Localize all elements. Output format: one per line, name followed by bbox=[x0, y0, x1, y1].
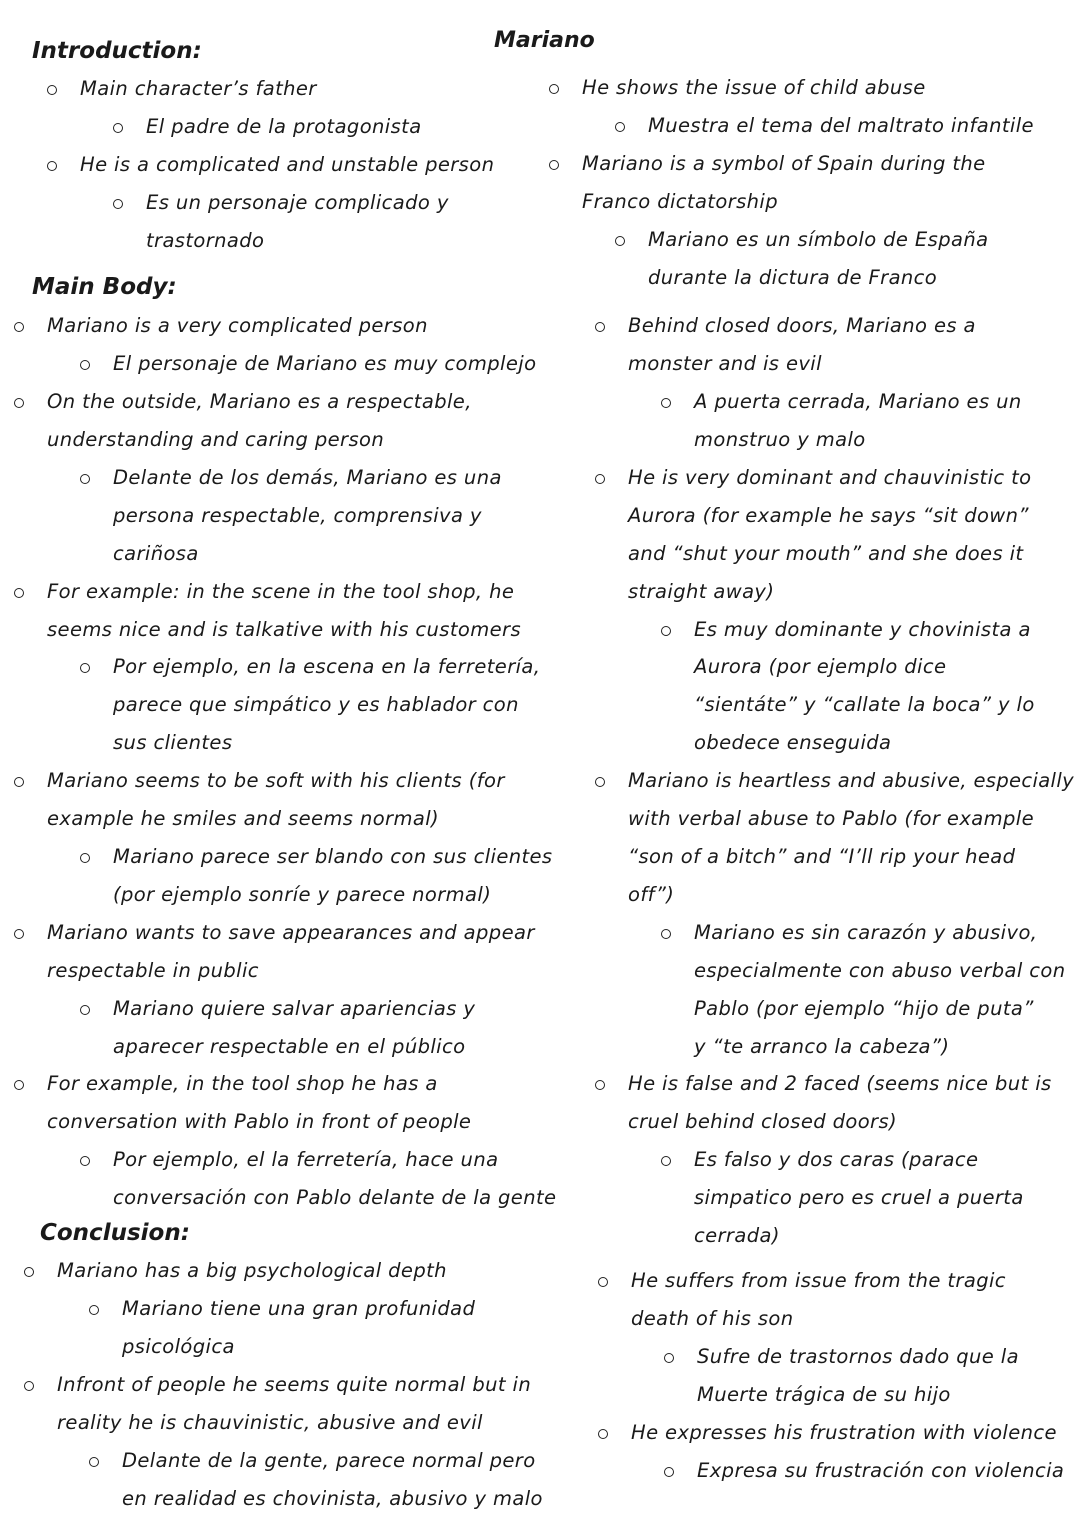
main-body-heading: Main Body: bbox=[32, 274, 177, 300]
list-item: Main character’s father bbox=[80, 77, 317, 100]
page-title: Mariano bbox=[494, 28, 595, 53]
list-item: obedece enseguida bbox=[694, 731, 892, 754]
list-item: persona respectable, comprensiva y bbox=[113, 504, 482, 527]
list-item: On the outside, Mariano es a respectable, bbox=[47, 390, 472, 413]
list-item: cariñosa bbox=[113, 542, 199, 565]
list-item: Franco dictatorship bbox=[582, 190, 779, 213]
list-item: Es un personaje complicado y bbox=[146, 191, 449, 214]
list-item: seems nice and is talkative with his customers bbox=[47, 618, 522, 641]
bullet-icon bbox=[89, 1305, 99, 1315]
list-item: reality he is chauvinistic, abusive and evil bbox=[57, 1411, 483, 1434]
bullet-icon bbox=[80, 1156, 90, 1166]
list-item: Muestra el tema del maltrato infantile bbox=[648, 114, 1034, 137]
list-item: y “te arranco la cabeza”) bbox=[694, 1035, 950, 1058]
list-item: understanding and caring person bbox=[47, 428, 385, 451]
list-item: A puerta cerrada, Mariano es un bbox=[694, 390, 1022, 413]
introduction-heading: Introduction: bbox=[32, 38, 202, 64]
bullet-icon bbox=[47, 161, 57, 171]
bullet-icon bbox=[595, 474, 605, 484]
bullet-icon bbox=[661, 626, 671, 636]
list-item: durante la dictura de Franco bbox=[648, 266, 938, 289]
bullet-icon bbox=[661, 1156, 671, 1166]
bullet-icon bbox=[14, 322, 24, 332]
list-item: especialmente con abuso verbal con bbox=[694, 959, 1066, 982]
bullet-icon bbox=[14, 929, 24, 939]
bullet-icon bbox=[615, 122, 625, 132]
list-item: monstruo y malo bbox=[694, 428, 866, 451]
list-item: respectable in public bbox=[47, 959, 259, 982]
bullet-icon bbox=[595, 1080, 605, 1090]
list-item: Pablo (por ejemplo “hijo de puta” bbox=[694, 997, 1034, 1020]
bullet-icon bbox=[14, 588, 24, 598]
bullet-icon bbox=[661, 398, 671, 408]
list-item: Sufre de trastornos dado que la bbox=[697, 1345, 1019, 1368]
list-item: conversation with Pablo in front of people bbox=[47, 1110, 472, 1133]
list-item: cruel behind closed doors) bbox=[628, 1110, 898, 1133]
bullet-icon bbox=[80, 853, 90, 863]
bullet-icon bbox=[14, 777, 24, 787]
list-item: He expresses his frustration with violence bbox=[631, 1421, 1057, 1444]
list-item: Mariano quiere salvar apariencias y bbox=[113, 997, 476, 1020]
bullet-icon bbox=[664, 1353, 674, 1363]
list-item: Mariano is a very complicated person bbox=[47, 314, 428, 337]
bullet-icon bbox=[14, 1080, 24, 1090]
list-item: simpatico pero es cruel a puerta bbox=[694, 1186, 1024, 1209]
list-item: Aurora (for example he says “sit down” bbox=[628, 504, 1029, 527]
list-item: He is false and 2 faced (seems nice but is bbox=[628, 1072, 1052, 1095]
list-item: off”) bbox=[628, 883, 675, 906]
bullet-icon bbox=[80, 474, 90, 484]
list-item: Mariano seems to be soft with his clients (for bbox=[47, 769, 505, 792]
list-item: Aurora (por ejemplo dice bbox=[694, 655, 947, 678]
list-item: Mariano es sin carazón y abusivo, bbox=[694, 921, 1038, 944]
list-item: He is a complicated and unstable person bbox=[80, 153, 495, 176]
list-item: El personaje de Mariano es muy complejo bbox=[113, 352, 537, 375]
list-item: El padre de la protagonista bbox=[146, 115, 422, 138]
bullet-icon bbox=[113, 199, 123, 209]
list-item: “son of a bitch” and “I’ll rip your head bbox=[628, 845, 1016, 868]
list-item: trastornado bbox=[146, 229, 265, 252]
list-item: parece que simpático y es hablador con bbox=[113, 693, 519, 716]
list-item: example he smiles and seems normal) bbox=[47, 807, 440, 830]
list-item: Mariano has a big psychological depth bbox=[57, 1259, 447, 1282]
list-item: sus clientes bbox=[113, 731, 233, 754]
bullet-icon bbox=[47, 85, 57, 95]
list-item: straight away) bbox=[628, 580, 775, 603]
bullet-icon bbox=[595, 322, 605, 332]
bullet-icon bbox=[89, 1457, 99, 1467]
list-item: Por ejemplo, en la escena en la ferretería, bbox=[113, 655, 541, 678]
list-item: (por ejemplo sonríe y parece normal) bbox=[113, 883, 492, 906]
list-item: Expresa su frustración con violencia bbox=[697, 1459, 1065, 1482]
list-item: Delante de la gente, parece normal pero bbox=[122, 1449, 536, 1472]
bullet-icon bbox=[664, 1467, 674, 1477]
list-item: Por ejemplo, el la ferretería, hace una bbox=[113, 1148, 499, 1171]
list-item: Infront of people he seems quite normal but in bbox=[57, 1373, 532, 1396]
bullet-icon bbox=[615, 236, 625, 246]
list-item: psicológica bbox=[122, 1335, 235, 1358]
list-item: For example, in the tool shop he has a bbox=[47, 1072, 438, 1095]
list-item: Mariano is a symbol of Spain during the bbox=[582, 152, 986, 175]
list-item: He suffers from issue from the tragic bbox=[631, 1269, 1006, 1292]
list-item: Es falso y dos caras (parace bbox=[694, 1148, 979, 1171]
list-item: Delante de los demás, Mariano es una bbox=[113, 466, 502, 489]
list-item: Mariano wants to save appearances and appear bbox=[47, 921, 535, 944]
list-item: conversación con Pablo delante de la gente bbox=[113, 1186, 557, 1209]
bullet-icon bbox=[14, 398, 24, 408]
list-item: en realidad es chovinista, abusivo y malo bbox=[122, 1487, 543, 1510]
list-item: Es muy dominante y chovinista a bbox=[694, 618, 1031, 641]
list-item: Mariano tiene una gran profunidad bbox=[122, 1297, 476, 1320]
bullet-icon bbox=[598, 1429, 608, 1439]
list-item: and “shut your mouth” and she does it bbox=[628, 542, 1024, 565]
list-item: cerrada) bbox=[694, 1224, 780, 1247]
bullet-icon bbox=[661, 929, 671, 939]
list-item: He is very dominant and chauvinistic to bbox=[628, 466, 1032, 489]
bullet-icon bbox=[113, 123, 123, 133]
bullet-icon bbox=[80, 360, 90, 370]
list-item: Mariano es un símbolo de España bbox=[648, 228, 989, 251]
list-item: “sientáte” y “callate la boca” y lo bbox=[694, 693, 1035, 716]
list-item: He shows the issue of child abuse bbox=[582, 76, 926, 99]
list-item: Mariano parece ser blando con sus clientes bbox=[113, 845, 553, 868]
list-item: Muerte trágica de su hijo bbox=[697, 1383, 951, 1406]
bullet-icon bbox=[80, 663, 90, 673]
bullet-icon bbox=[598, 1277, 608, 1287]
bullet-icon bbox=[24, 1381, 34, 1391]
list-item: with verbal abuse to Pablo (for example bbox=[628, 807, 1035, 830]
list-item: monster and is evil bbox=[628, 352, 822, 375]
list-item: Behind closed doors, Mariano es a bbox=[628, 314, 976, 337]
bullet-icon bbox=[80, 1005, 90, 1015]
conclusion-heading: Conclusion: bbox=[40, 1220, 190, 1246]
list-item: For example: in the scene in the tool shop, he bbox=[47, 580, 515, 603]
bullet-icon bbox=[595, 777, 605, 787]
list-item: death of his son bbox=[631, 1307, 794, 1330]
list-item: Mariano is heartless and abusive, especially bbox=[628, 769, 1074, 792]
bullet-icon bbox=[549, 160, 559, 170]
bullet-icon bbox=[24, 1267, 34, 1277]
bullet-icon bbox=[549, 84, 559, 94]
list-item: aparecer respectable en el público bbox=[113, 1035, 466, 1058]
